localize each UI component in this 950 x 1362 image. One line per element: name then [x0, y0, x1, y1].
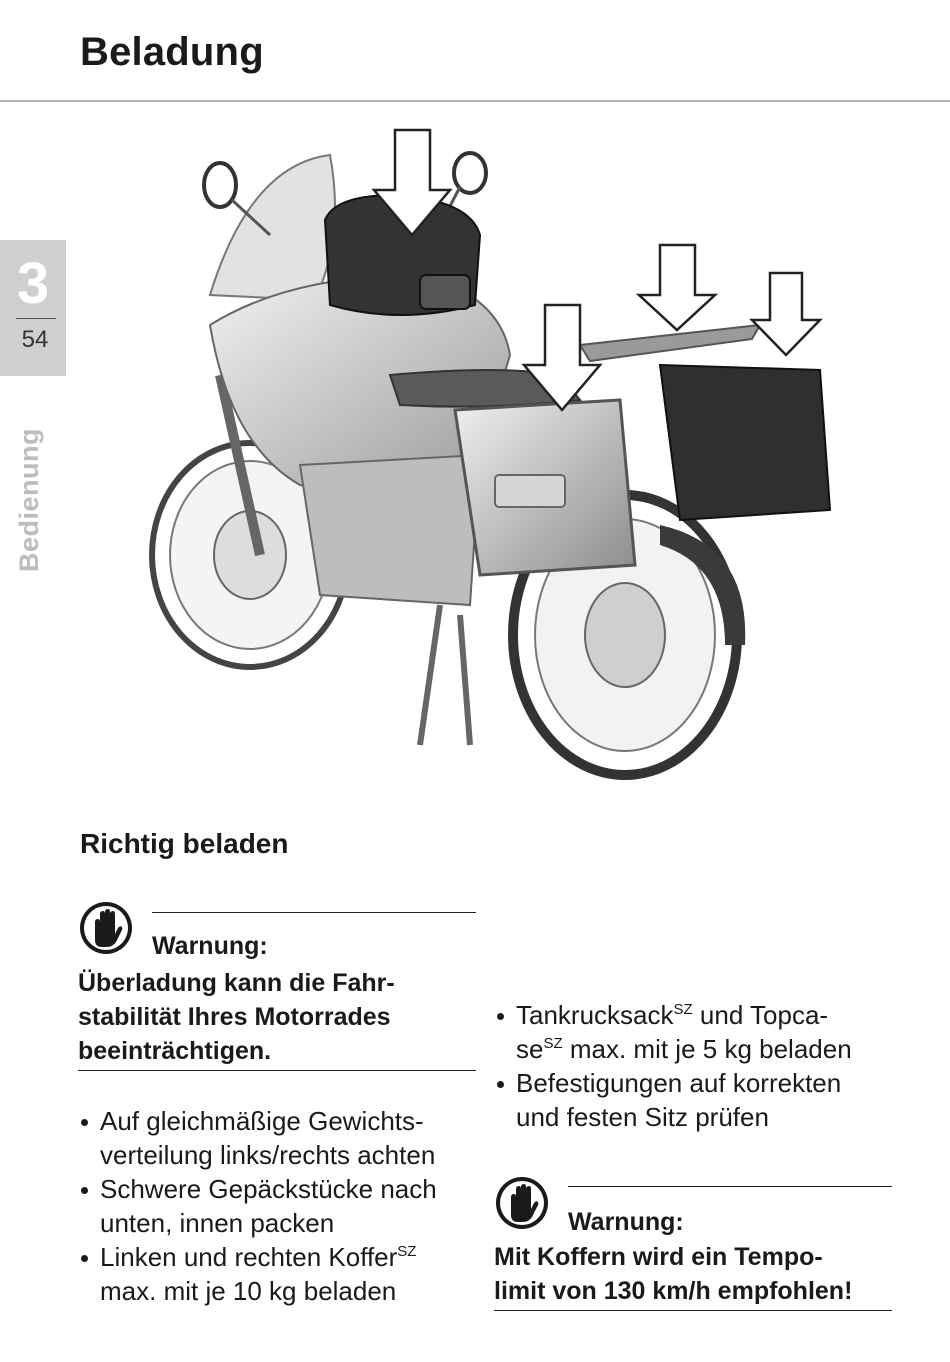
warning-text — [78, 966, 478, 1068]
warning-text-line: limit von 130 km/h empfohlen! — [494, 1277, 853, 1305]
list-item-text: Tankrucksack — [516, 1000, 674, 1030]
chapter-divider — [16, 318, 56, 319]
list-item-line: Auf gleichmäßige Gewichts- — [100, 1106, 424, 1136]
list-item — [78, 1240, 488, 1308]
list-item-line — [516, 1032, 914, 1066]
loading-tips-list-left — [78, 1104, 488, 1308]
list-item-line: max. mit je 10 kg beladen — [100, 1276, 397, 1306]
warning-top-rule — [568, 1186, 892, 1187]
list-item — [494, 998, 914, 1066]
list-item-line: Befestigungen auf korrekten — [516, 1068, 842, 1098]
warning-label: Warnung: — [152, 932, 268, 960]
list-item — [494, 1066, 914, 1134]
title-divider — [0, 100, 950, 102]
motorcycle-drawing — [152, 153, 830, 775]
warning-label: Warnung: — [568, 1208, 684, 1236]
down-arrow-icon — [752, 273, 820, 355]
list-item-line: verteilung links/rechts achten — [100, 1140, 436, 1170]
list-item-text: Linken und rechten Koffer — [100, 1242, 398, 1272]
warning-box-overload — [78, 900, 476, 1075]
page-number: 54 — [21, 326, 49, 353]
warning-text-line: Mit Koffern wird ein Tempo- — [494, 1243, 823, 1271]
list-item-text: se — [516, 1034, 544, 1064]
down-arrow-icon — [639, 245, 715, 330]
warning-text-line: beeinträchtigen. — [78, 1037, 272, 1065]
loading-tips-list-right — [494, 998, 914, 1134]
list-item-line — [100, 1240, 488, 1274]
hand-stop-icon — [78, 900, 134, 956]
section-side-label: Bedienung — [14, 428, 44, 572]
list-item-line: Schwere Gepäckstücke nach — [100, 1174, 437, 1204]
warning-text — [494, 1240, 894, 1308]
list-item-text: und Topca- — [692, 1000, 829, 1030]
chapter-number: 3 — [16, 251, 50, 316]
list-item — [78, 1172, 488, 1240]
warning-top-rule — [152, 912, 476, 913]
list-item-line: und festen Sitz prüfen — [516, 1102, 769, 1132]
page-title: Beladung — [80, 30, 264, 74]
warning-text-line: stabilität Ihres Motorrades — [78, 1003, 391, 1031]
hand-stop-icon — [494, 1175, 550, 1231]
warning-box-speed-limit — [494, 1175, 892, 1315]
list-item-line — [516, 998, 914, 1032]
warning-bottom-rule — [494, 1310, 892, 1311]
list-item-text: max. mit je 5 kg beladen — [562, 1034, 852, 1064]
list-item — [78, 1104, 488, 1172]
warning-bottom-rule — [78, 1070, 476, 1071]
special-equipment-mark: SZ — [673, 1001, 693, 1018]
section-heading: Richtig beladen — [80, 828, 289, 859]
warning-text-line: Überladung kann die Fahr- — [78, 969, 395, 997]
special-equipment-mark: SZ — [397, 1243, 417, 1260]
special-equipment-mark: SZ — [543, 1035, 563, 1052]
motorcycle-loading-illustration — [140, 125, 840, 785]
list-item-line: unten, innen packen — [100, 1208, 335, 1238]
